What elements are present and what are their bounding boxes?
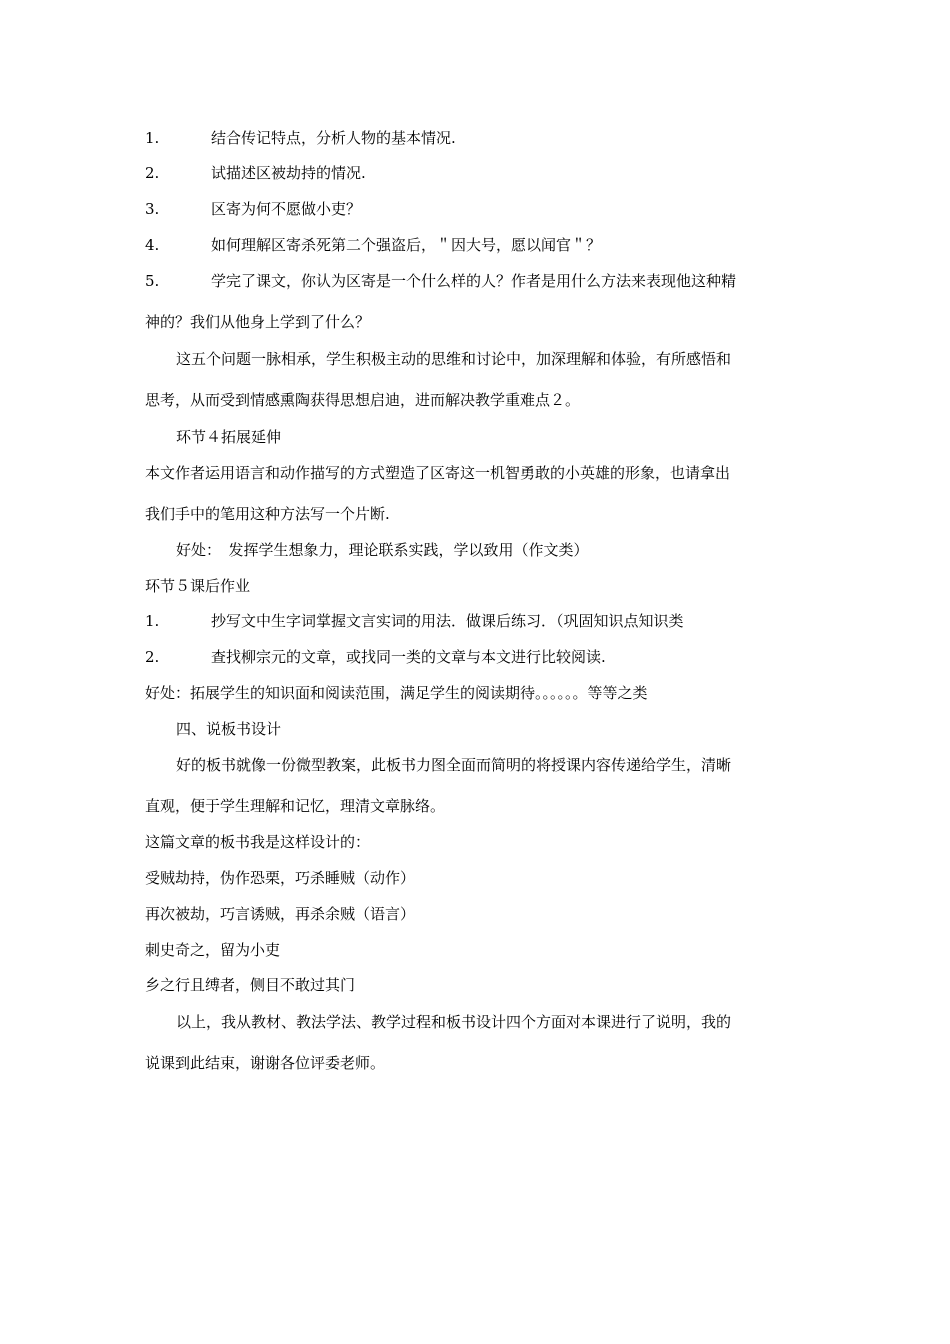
board-line: 刺史奇之，留为小吏 bbox=[145, 941, 281, 959]
paragraph-line: 好的板书就像一份微型教案，此板书力图全面而简明的将授课内容传递给学生，清晰 bbox=[176, 756, 732, 774]
paragraph-line: 说课到此结束，谢谢各位评委老师。 bbox=[145, 1054, 386, 1072]
question-5 bbox=[145, 272, 805, 290]
question-5-continuation: 神的？我们从他身上学到了什么？ bbox=[145, 313, 371, 331]
question-3 bbox=[145, 200, 805, 218]
section-heading: 四、说板书设计 bbox=[176, 720, 282, 738]
question-text: 试描述区被劫持的情况. bbox=[211, 164, 366, 182]
question-number: 1. bbox=[145, 129, 160, 147]
paragraph-line: 我们手中的笔用这种方法写一个片断. bbox=[145, 505, 390, 523]
board-line: 受贼劫持，伪作恐栗，巧杀睡贼（动作） bbox=[145, 869, 416, 887]
paragraph-line: 这五个问题一脉相承，学生积极主动的思维和讨论中，加深理解和体验，有所感悟和 bbox=[176, 350, 732, 368]
question-2 bbox=[145, 164, 805, 182]
homework-2 bbox=[145, 648, 805, 666]
question-text: 结合传记特点，分析人物的基本情况. bbox=[211, 129, 456, 147]
section-heading: 环节５课后作业 bbox=[145, 577, 251, 595]
board-intro: 这篇文章的板书我是这样设计的： bbox=[145, 833, 371, 851]
question-1 bbox=[145, 129, 805, 147]
benefit-note: 好处：拓展学生的知识面和阅读范围，满足学生的阅读期待。。。。。。等等之类 bbox=[145, 684, 648, 702]
question-number: 3. bbox=[145, 200, 160, 218]
question-number: 5. bbox=[145, 272, 160, 290]
homework-number: 1. bbox=[145, 612, 160, 630]
paragraph-line: 思考，从而受到情感熏陶获得思想启迪，进而解决教学重难点２。 bbox=[145, 391, 581, 409]
homework-number: 2. bbox=[145, 648, 160, 666]
benefit-note: 好处： 发挥学生想象力，理论联系实践，学以致用（作文类） bbox=[176, 541, 589, 559]
board-line: 再次被劫，巧言诱贼，再杀余贼（语言） bbox=[145, 905, 416, 923]
question-number: 2. bbox=[145, 164, 160, 182]
homework-text: 查找柳宗元的文章，或找同一类的文章与本文进行比较阅读. bbox=[211, 648, 606, 666]
paragraph-line: 本文作者运用语言和动作描写的方式塑造了区寄这一机智勇敢的小英雄的形象，也请拿出 bbox=[145, 464, 731, 482]
homework-1 bbox=[145, 612, 805, 630]
paragraph-line: 直观，便于学生理解和记忆，理清文章脉络。 bbox=[145, 797, 446, 815]
question-text: 学完了课文，你认为区寄是一个什么样的人？作者是用什么方法来表现他这种精 bbox=[211, 272, 737, 290]
question-number: 4. bbox=[145, 236, 160, 254]
question-4 bbox=[145, 236, 805, 254]
paragraph-line: 以上，我从教材、教法学法、教学过程和板书设计四个方面对本课进行了说明，我的 bbox=[176, 1013, 732, 1031]
question-text: 如何理解区寄杀死第二个强盗后，＂因大号，愿以闻官＂？ bbox=[211, 236, 602, 254]
homework-text: 抄写文中生字词掌握文言实词的用法．做课后练习．（巩固知识点知识类 bbox=[211, 612, 684, 630]
board-line: 乡之行且缚者，侧目不敢过其门 bbox=[145, 976, 356, 994]
question-text: 区寄为何不愿做小吏？ bbox=[211, 200, 362, 218]
section-heading: 环节４拓展延伸 bbox=[176, 428, 282, 446]
